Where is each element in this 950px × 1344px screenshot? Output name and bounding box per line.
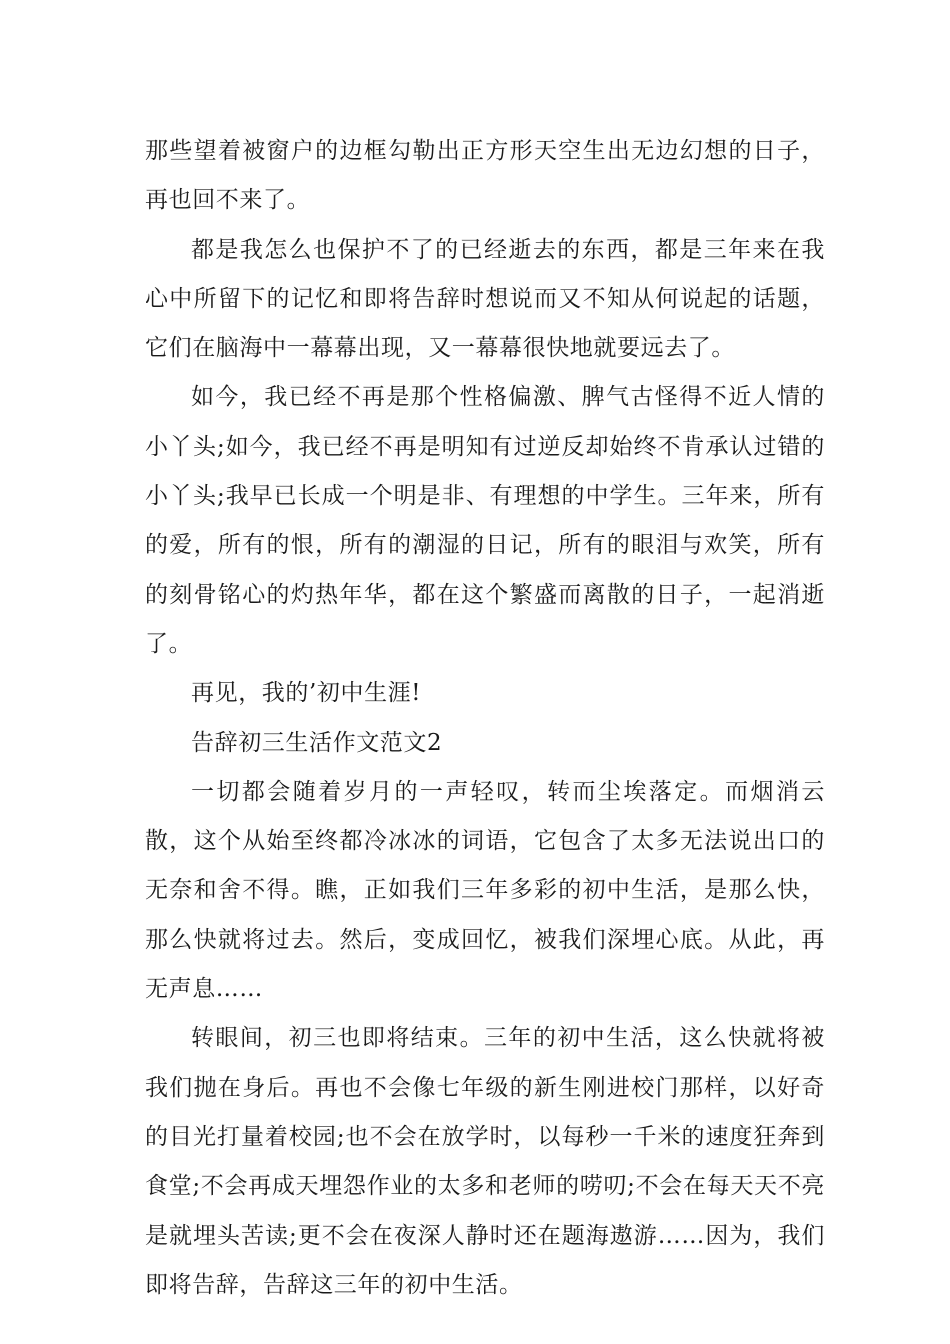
section-heading: 告辞初三生活作文范文2 xyxy=(191,729,443,756)
paragraph-5: 一切都会随着岁月的一声轻叹，转而尘埃落定。而烟消云散，这个从始至终都冷冰冰的词语，它包含了太多无法说出口的无奈和舍不得。瞧，正如我们三年多彩的初中生活，是那么快，那么快就将过去。然后，变成回忆，被我们深埋心底。从此，再无声息…… xyxy=(145,778,825,1003)
paragraph-3: 如今，我已经不再是那个性格偏激、脾气古怪得不近人情的小丫头;如今，我已经不再是明知有过逆反却始终不肯承认过错的小丫头;我早已长成一个明是非、有理想的中学生。三年来，所有的爱，所有的恨，所有的潮湿的日记，所有的眼泪与欢笑，所有的刻骨铭心的灼热年华，都在这个繁盛而离散的日子，一起消逝了。 xyxy=(145,384,825,657)
document-body xyxy=(145,127,825,1310)
paragraph-6: 转眼间，初三也即将结束。三年的初中生活，这么快就将被我们抛在身后。再也不会像七年级的新生刚进校门那样，以好奇的目光打量着校园;也不会在放学时，以每秒一千米的速度狂奔到食堂;不会再成天埋怨作业的太多和老师的唠叨;不会在每天天不亮是就埋头苦读;更不会在夜深人静时还在题海遨游……因为，我们即将告辞，告辞这三年的初中生活。 xyxy=(145,1025,825,1298)
paragraph-4: 再见，我的’初中生涯! xyxy=(191,680,422,707)
paragraph-2: 都是我怎么也保护不了的已经逝去的东西，都是三年来在我心中所留下的记忆和即将告辞时想说而又不知从何说起的话题，它们在脑海中一幕幕出现，又一幕幕很快地就要远去了。 xyxy=(145,236,825,362)
paragraph-1: 那些望着被窗户的边框勾勒出正方形天空生出无边幻想的日子，再也回不来了。 xyxy=(145,138,825,214)
